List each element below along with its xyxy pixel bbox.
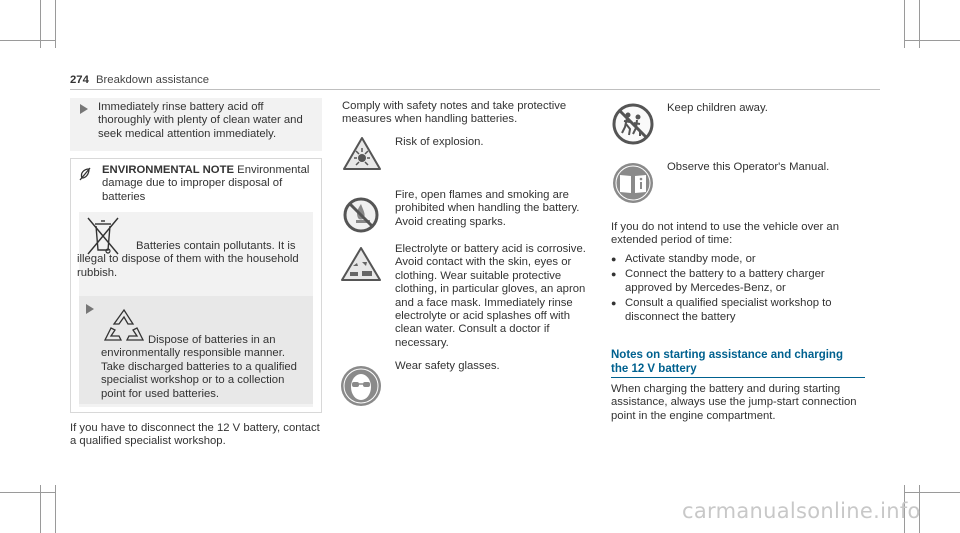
env-note-text: Environmental damage due to improper disposal of batteries bbox=[102, 164, 310, 203]
bullet-icon: ● bbox=[611, 269, 617, 280]
safety-intro: Comply with safety notes and take protective measures when handling batteries. bbox=[342, 100, 567, 126]
keep-children-text: Keep children away. bbox=[667, 102, 768, 114]
list-item-text: Consult a qualified specialist workshop to disconnect the battery bbox=[625, 297, 832, 323]
env-note-title: ENVIRONMENTAL NOTE bbox=[102, 164, 235, 176]
step-arrow-icon bbox=[80, 104, 88, 114]
warning-text-0: Risk of explosion. bbox=[395, 136, 484, 148]
corrosive-warning-icon bbox=[340, 246, 382, 282]
disposal-text: Batteries contain pollutants. It is illegal to dispose of them with the household rubbish. bbox=[77, 240, 299, 279]
warning-text-1: Fire, open flames and smoking are prohibited when handling the battery. Avoid creating sparks. bbox=[395, 189, 580, 228]
disconnect-text: If you have to disconnect the 12 V battery, contact a qualified specialist workshop. bbox=[70, 422, 320, 448]
list-item bbox=[611, 253, 861, 266]
standstill-intro: If you do not intend to use the vehicle over an extended period of time: bbox=[611, 221, 839, 247]
warning-text-3: Wear safety glasses. bbox=[395, 360, 500, 372]
safety-glasses-icon bbox=[340, 363, 382, 409]
section-heading-line-2: the 12 V battery bbox=[611, 362, 697, 375]
dispose-step bbox=[79, 296, 313, 404]
header-rule bbox=[70, 89, 880, 90]
section-heading bbox=[611, 349, 865, 376]
no-flames-icon bbox=[342, 196, 380, 234]
dispose-step-text: Dispose of batteries in an environmentally responsible manner. Take discharged batteries to a qualified specialist workshop or to a collection point for used batteries. bbox=[101, 334, 297, 400]
environmental-note bbox=[70, 158, 322, 413]
rinse-step-box bbox=[70, 98, 322, 151]
warning-text-2: Electrolyte or battery acid is corrosive. Avoid contact with the skin, eyes or clothing. Wear suitable protective clothing, in particular gloves, an apron and a face mask. Immediately rinse electrolyte or acid splashes off with clean water. Consult a doctor if necessary. bbox=[395, 243, 586, 349]
list-item-text: Activate standby mode, or bbox=[625, 253, 756, 265]
section-title: Breakdown assistance bbox=[96, 74, 210, 86]
step-arrow-icon bbox=[86, 304, 94, 314]
charging-text: When charging the battery and during starting assistance, always use the jump-start connection point in the engine compartment. bbox=[611, 383, 857, 422]
section-heading-line-1: Notes on starting assistance and charging bbox=[611, 349, 843, 361]
watermark: carmanualsonline.info bbox=[682, 499, 921, 523]
env-note-paragraph bbox=[102, 164, 314, 204]
section-heading-rule bbox=[611, 377, 865, 378]
keep-children-icon bbox=[611, 102, 655, 146]
rinse-step-text: Immediately rinse battery acid off thoroughly with plenty of clean water and seek medical attention immediately. bbox=[98, 101, 303, 140]
page-number: 274 bbox=[70, 74, 89, 86]
page-header bbox=[70, 74, 880, 87]
bullet-icon: ● bbox=[611, 254, 617, 264]
list-item-text: Connect the battery to a battery charger approved by Mercedes-Benz, or bbox=[625, 268, 825, 294]
operators-manual-icon bbox=[611, 161, 655, 205]
list-item bbox=[611, 297, 847, 324]
observe-manual-text: Observe this Operator's Manual. bbox=[667, 161, 830, 173]
standstill-bullet-list bbox=[611, 253, 861, 324]
leaf-icon bbox=[79, 167, 91, 181]
bullet-icon: ● bbox=[611, 298, 617, 309]
explosion-warning-icon bbox=[342, 136, 382, 171]
list-item bbox=[611, 268, 847, 295]
disposal-box bbox=[79, 212, 313, 407]
